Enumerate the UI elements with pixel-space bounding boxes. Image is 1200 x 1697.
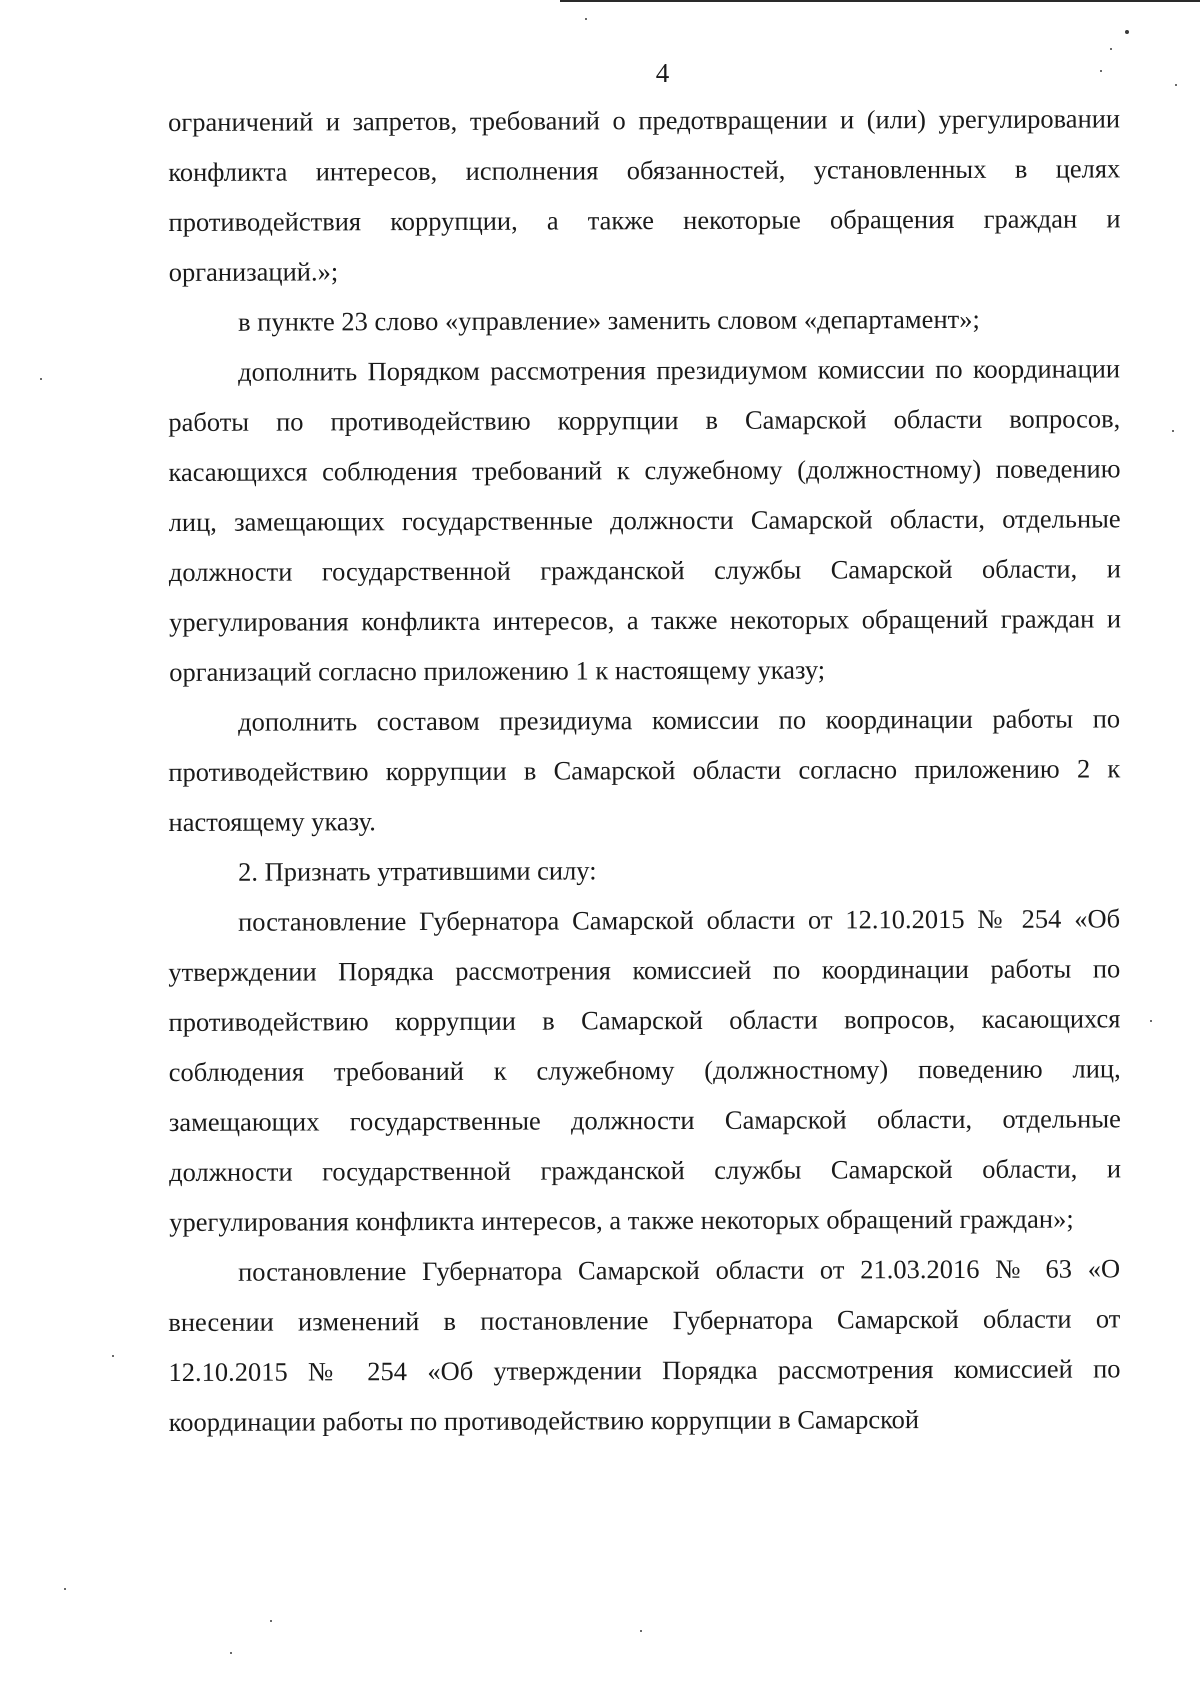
document-body — [168, 97, 1120, 1447]
scan-top-edge — [560, 0, 1200, 2]
scan-speck — [270, 1620, 272, 1622]
scan-speck — [64, 1588, 66, 1590]
scan-speck — [40, 378, 42, 380]
scan-speck — [1100, 70, 1102, 72]
paragraph-resolution-63: постановление Губернатора Самарской области от 21.03.2016 № 63 «О внесении изменений в постановление Губернатора Самарской области от 12.10.2015 № 254 «Об утверждении Порядка рассмотрения комиссией по координации работы по противодействию коррупции в Самарской — [168, 1253, 1121, 1437]
paragraph-add-presidium: дополнить составом президиума комиссии по координации работы по противодействию коррупции в Самарской области согласно приложению 2 к настоящему указу. — [168, 703, 1121, 837]
page-number: 4 — [655, 58, 670, 88]
paragraph-resolution-254: постановление Губернатора Самарской области от 12.10.2015 № 254 «Об утверждении Порядка рассмотрения комиссией по координации работы по противодействию коррупции в Самарской области вопросов, касающихся соблюдения требований к служебному (должностному) поведению лиц, замещающих государственные должности Самарской области, отдельные должности государственной гражданской службы Самарской области, и урегулирования конфликта интересов, а также некоторых обращений граждан»; — [168, 903, 1122, 1237]
scan-speck — [1172, 430, 1174, 432]
scan-speck — [1125, 30, 1129, 34]
paragraph-section-2-heading: 2. Признать утратившими силу: — [238, 855, 597, 887]
scan-speck — [230, 1652, 232, 1654]
scan-speck — [640, 1630, 642, 1632]
paragraph-continuation: ограничений и запретов, требований о предотвращении и (или) урегулировании конфликта интересов, исполнения обязанностей, установленных в целях противодействия коррупции, а также некоторые обращения граждан и организаций.»; — [168, 103, 1121, 287]
paragraph-item-23-replacement: в пункте 23 слово «управление» заменить словом «департамент»; — [238, 303, 980, 337]
scan-speck — [1175, 84, 1177, 86]
scan-speck — [585, 18, 587, 20]
scan-speck — [112, 1355, 114, 1357]
paragraph-add-procedure: дополнить Порядком рассмотрения президиумом комиссии по координации работы по противодействию коррупции в Самарской области вопросов, касающихся соблюдения требований к служебному (должностному) поведению лиц, замещающих государственные должности Самарской области, отдельные должности государственной гражданской службы Самарской области, и урегулирования конфликта интересов, а также некоторых обращений граждан и организаций согласно приложению 1 к настоящему указу; — [168, 353, 1122, 687]
scan-speck — [1110, 48, 1112, 50]
scan-speck — [1150, 1020, 1152, 1022]
